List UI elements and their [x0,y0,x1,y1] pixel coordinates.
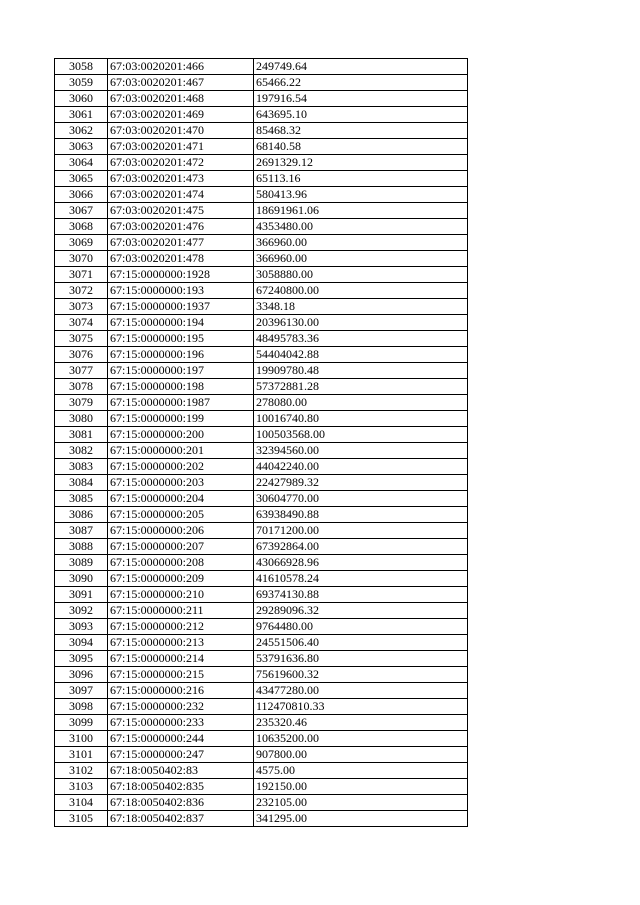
amount-cell: 65113.16 [254,171,468,187]
row-index-cell: 3072 [55,283,108,299]
row-index-cell: 3064 [55,155,108,171]
cadastral-number-cell: 67:15:0000000:201 [108,443,254,459]
amount-cell: 54404042.88 [254,347,468,363]
cadastral-number-cell: 67:15:0000000:210 [108,587,254,603]
table-row [55,75,468,91]
table-row [55,379,468,395]
table-row [55,523,468,539]
row-index-cell: 3103 [55,779,108,795]
table-row [55,315,468,331]
row-index-cell: 3065 [55,171,108,187]
row-index-cell: 3062 [55,123,108,139]
amount-cell: 10635200.00 [254,731,468,747]
amount-cell: 63938490.88 [254,507,468,523]
amount-cell: 67392864.00 [254,539,468,555]
cadastral-number-cell: 67:15:0000000:196 [108,347,254,363]
amount-cell: 53791636.80 [254,651,468,667]
amount-cell: 70171200.00 [254,523,468,539]
row-index-cell: 3094 [55,635,108,651]
row-index-cell: 3083 [55,459,108,475]
amount-cell: 112470810.33 [254,699,468,715]
amount-cell: 85468.32 [254,123,468,139]
table-row [55,491,468,507]
cadastral-number-cell: 67:03:0020201:475 [108,203,254,219]
table-row [55,427,468,443]
table-row [55,59,468,75]
table-row [55,187,468,203]
cadastral-number-cell: 67:15:0000000:207 [108,539,254,555]
row-index-cell: 3060 [55,91,108,107]
table-row [55,251,468,267]
cadastral-number-cell: 67:18:0050402:83 [108,763,254,779]
table-row [55,507,468,523]
row-index-cell: 3084 [55,475,108,491]
row-index-cell: 3069 [55,235,108,251]
table-row [55,91,468,107]
row-index-cell: 3074 [55,315,108,331]
row-index-cell: 3104 [55,795,108,811]
amount-cell: 29289096.32 [254,603,468,619]
row-index-cell: 3077 [55,363,108,379]
amount-cell: 232105.00 [254,795,468,811]
row-index-cell: 3068 [55,219,108,235]
amount-cell: 10016740.80 [254,411,468,427]
table-row [55,683,468,699]
cadastral-number-cell: 67:15:0000000:233 [108,715,254,731]
row-index-cell: 3085 [55,491,108,507]
row-index-cell: 3070 [55,251,108,267]
amount-cell: 48495783.36 [254,331,468,347]
table-row [55,635,468,651]
table-row [55,171,468,187]
cadastral-number-cell: 67:15:0000000:209 [108,571,254,587]
row-index-cell: 3063 [55,139,108,155]
cadastral-number-cell: 67:03:0020201:471 [108,139,254,155]
table-row [55,267,468,283]
cadastral-number-cell: 67:15:0000000:206 [108,523,254,539]
cadastral-number-cell: 67:03:0020201:469 [108,107,254,123]
row-index-cell: 3092 [55,603,108,619]
cadastral-number-cell: 67:15:0000000:1937 [108,299,254,315]
table-row [55,587,468,603]
table-row [55,155,468,171]
row-index-cell: 3091 [55,587,108,603]
table-row [55,731,468,747]
amount-cell: 65466.22 [254,75,468,91]
table-row [55,363,468,379]
amount-cell: 43477280.00 [254,683,468,699]
table-row [55,299,468,315]
amount-cell: 235320.46 [254,715,468,731]
amount-cell: 24551506.40 [254,635,468,651]
cadastral-number-cell: 67:03:0020201:477 [108,235,254,251]
amount-cell: 20396130.00 [254,315,468,331]
cadastral-number-cell: 67:15:0000000:211 [108,603,254,619]
amount-cell: 366960.00 [254,235,468,251]
table-row [55,619,468,635]
row-index-cell: 3089 [55,555,108,571]
table-row [55,763,468,779]
amount-cell: 192150.00 [254,779,468,795]
row-index-cell: 3096 [55,667,108,683]
amount-cell: 43066928.96 [254,555,468,571]
cadastral-number-cell: 67:15:0000000:193 [108,283,254,299]
cadastral-number-cell: 67:15:0000000:1987 [108,395,254,411]
cadastral-number-cell: 67:15:0000000:194 [108,315,254,331]
cadastral-number-cell: 67:03:0020201:478 [108,251,254,267]
table-row [55,395,468,411]
amount-cell: 3348.18 [254,299,468,315]
row-index-cell: 3097 [55,683,108,699]
cadastral-number-cell: 67:15:0000000:1928 [108,267,254,283]
cadastral-number-cell: 67:15:0000000:204 [108,491,254,507]
row-index-cell: 3095 [55,651,108,667]
amount-cell: 22427989.32 [254,475,468,491]
cadastral-number-cell: 67:15:0000000:197 [108,363,254,379]
table-row [55,699,468,715]
table-row [55,331,468,347]
amount-cell: 2691329.12 [254,155,468,171]
amount-cell: 32394560.00 [254,443,468,459]
row-index-cell: 3078 [55,379,108,395]
row-index-cell: 3059 [55,75,108,91]
table-row [55,571,468,587]
row-index-cell: 3101 [55,747,108,763]
cadastral-number-cell: 67:03:0020201:470 [108,123,254,139]
row-index-cell: 3081 [55,427,108,443]
row-index-cell: 3066 [55,187,108,203]
cadastral-number-cell: 67:03:0020201:466 [108,59,254,75]
amount-cell: 67240800.00 [254,283,468,299]
table-row [55,795,468,811]
row-index-cell: 3058 [55,59,108,75]
amount-cell: 41610578.24 [254,571,468,587]
cadastral-number-cell: 67:15:0000000:203 [108,475,254,491]
row-index-cell: 3076 [55,347,108,363]
row-index-cell: 3100 [55,731,108,747]
amount-cell: 69374130.88 [254,587,468,603]
table-row [55,459,468,475]
table-row [55,203,468,219]
row-index-cell: 3082 [55,443,108,459]
row-index-cell: 3090 [55,571,108,587]
amount-cell: 907800.00 [254,747,468,763]
amount-cell: 9764480.00 [254,619,468,635]
table-body [55,59,468,827]
cadastral-number-cell: 67:15:0000000:195 [108,331,254,347]
table-row [55,219,468,235]
cadastral-number-cell: 67:18:0050402:837 [108,811,254,827]
amount-cell: 278080.00 [254,395,468,411]
cadastral-number-cell: 67:03:0020201:476 [108,219,254,235]
amount-cell: 366960.00 [254,251,468,267]
cadastral-number-cell: 67:15:0000000:244 [108,731,254,747]
row-index-cell: 3080 [55,411,108,427]
table-row [55,651,468,667]
table-row [55,715,468,731]
table-row [55,603,468,619]
amount-cell: 44042240.00 [254,459,468,475]
amount-cell: 4353480.00 [254,219,468,235]
cadastral-number-cell: 67:15:0000000:208 [108,555,254,571]
cadastral-number-cell: 67:18:0050402:836 [108,795,254,811]
row-index-cell: 3098 [55,699,108,715]
row-index-cell: 3087 [55,523,108,539]
table-row [55,235,468,251]
table-row [55,411,468,427]
row-index-cell: 3073 [55,299,108,315]
cadastral-number-cell: 67:15:0000000:247 [108,747,254,763]
table-row [55,347,468,363]
cadastral-number-cell: 67:15:0000000:216 [108,683,254,699]
amount-cell: 341295.00 [254,811,468,827]
table-row [55,779,468,795]
cadastral-number-cell: 67:15:0000000:215 [108,667,254,683]
cadastral-number-cell: 67:15:0000000:205 [108,507,254,523]
cadastral-number-cell: 67:03:0020201:473 [108,171,254,187]
row-index-cell: 3071 [55,267,108,283]
table-row [55,811,468,827]
amount-cell: 75619600.32 [254,667,468,683]
cadastral-number-cell: 67:15:0000000:212 [108,619,254,635]
cadastral-number-cell: 67:03:0020201:474 [108,187,254,203]
row-index-cell: 3093 [55,619,108,635]
table-row [55,667,468,683]
row-index-cell: 3099 [55,715,108,731]
table-row [55,475,468,491]
row-index-cell: 3105 [55,811,108,827]
amount-cell: 19909780.48 [254,363,468,379]
table-row [55,139,468,155]
table-row [55,107,468,123]
table-row [55,747,468,763]
row-index-cell: 3086 [55,507,108,523]
amount-cell: 30604770.00 [254,491,468,507]
cadastral-number-cell: 67:15:0000000:199 [108,411,254,427]
amount-cell: 3058880.00 [254,267,468,283]
cadastral-number-cell: 67:15:0000000:213 [108,635,254,651]
amount-cell: 68140.58 [254,139,468,155]
cadastral-number-cell: 67:18:0050402:835 [108,779,254,795]
row-index-cell: 3102 [55,763,108,779]
table-row [55,123,468,139]
cadastral-number-cell: 67:15:0000000:198 [108,379,254,395]
amount-cell: 580413.96 [254,187,468,203]
cadastral-number-cell: 67:15:0000000:232 [108,699,254,715]
table-row [55,283,468,299]
table-row [55,443,468,459]
cadastral-number-cell: 67:03:0020201:472 [108,155,254,171]
amount-cell: 249749.64 [254,59,468,75]
amount-cell: 57372881.28 [254,379,468,395]
cadastral-number-cell: 67:03:0020201:467 [108,75,254,91]
row-index-cell: 3079 [55,395,108,411]
amount-cell: 643695.10 [254,107,468,123]
cadastral-number-cell: 67:15:0000000:200 [108,427,254,443]
row-index-cell: 3061 [55,107,108,123]
cadastral-number-cell: 67:03:0020201:468 [108,91,254,107]
table-row [55,539,468,555]
row-index-cell: 3067 [55,203,108,219]
cadastral-number-cell: 67:15:0000000:214 [108,651,254,667]
cadastral-number-cell: 67:15:0000000:202 [108,459,254,475]
table-row [55,555,468,571]
amount-cell: 4575.00 [254,763,468,779]
data-table [54,58,468,827]
amount-cell: 197916.54 [254,91,468,107]
row-index-cell: 3088 [55,539,108,555]
amount-cell: 100503568.00 [254,427,468,443]
row-index-cell: 3075 [55,331,108,347]
amount-cell: 18691961.06 [254,203,468,219]
